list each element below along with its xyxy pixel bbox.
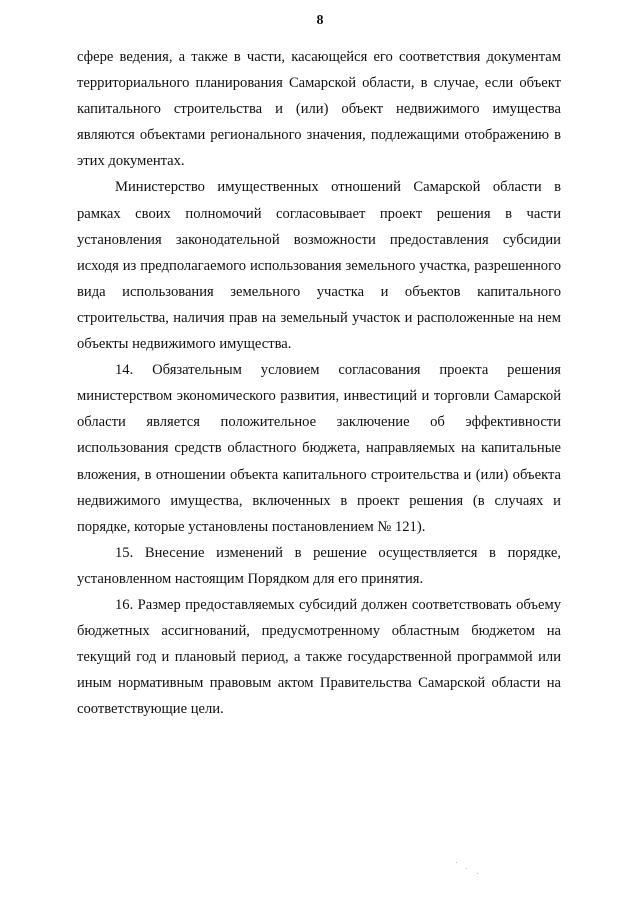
paragraph-item-16: 16. Размер предоставляемых субсидий должен соответствовать объему бюджетных ассигнований, предусмотренному областным бюджетом на текущий год и плановый период, а также государственной программой или иным нормативным правовым актом Правительства Самарской области на соответствующие цели.	[77, 596, 561, 718]
scan-speck	[466, 868, 467, 869]
scan-speck	[456, 862, 457, 863]
paragraph-item-14: 14. Обязательным условием согласования проекта решения министерством экономического развития, инвестиций и торговли Самарской области является положительное заключение об эффективности использования средств областного бюджета, направляемых на капитальные вложения, в отношении объекта капитального строительства и (или) объекта недвижимого имущества, включенных в проект решения (в случаях и порядке, которые установлены постановлением № 121).	[77, 362, 561, 535]
paragraph-item-15: 15. Внесение изменений в решение осуществляется в порядке, установленном настоящим Порядком для его принятия.	[77, 544, 561, 587]
document-body	[77, 44, 561, 722]
paragraph-continuation: сфере ведения, а также в части, касающейся его соответствия документам территориального планирования Самарской области, в случае, если объект капитального строительства и (или) объект недвижимого имущества являются объектами регионального значения, подлежащими отображению в этих документах.	[77, 49, 561, 170]
scan-speck	[477, 873, 478, 874]
paragraph-ministry-approval: Министерство имущественных отношений Самарской области в рамках своих полномочий согласовывает проект решения в части установления законодательной возможности предоставления субсидии исходя из предполагаемого использования земельного участка, разрешенного вида использования земельного участка и объектов капитального строительства, наличия прав на земельный участок и расположенные на нем объекты недвижимого имущества.	[77, 179, 561, 353]
page-number: 8	[316, 13, 324, 28]
